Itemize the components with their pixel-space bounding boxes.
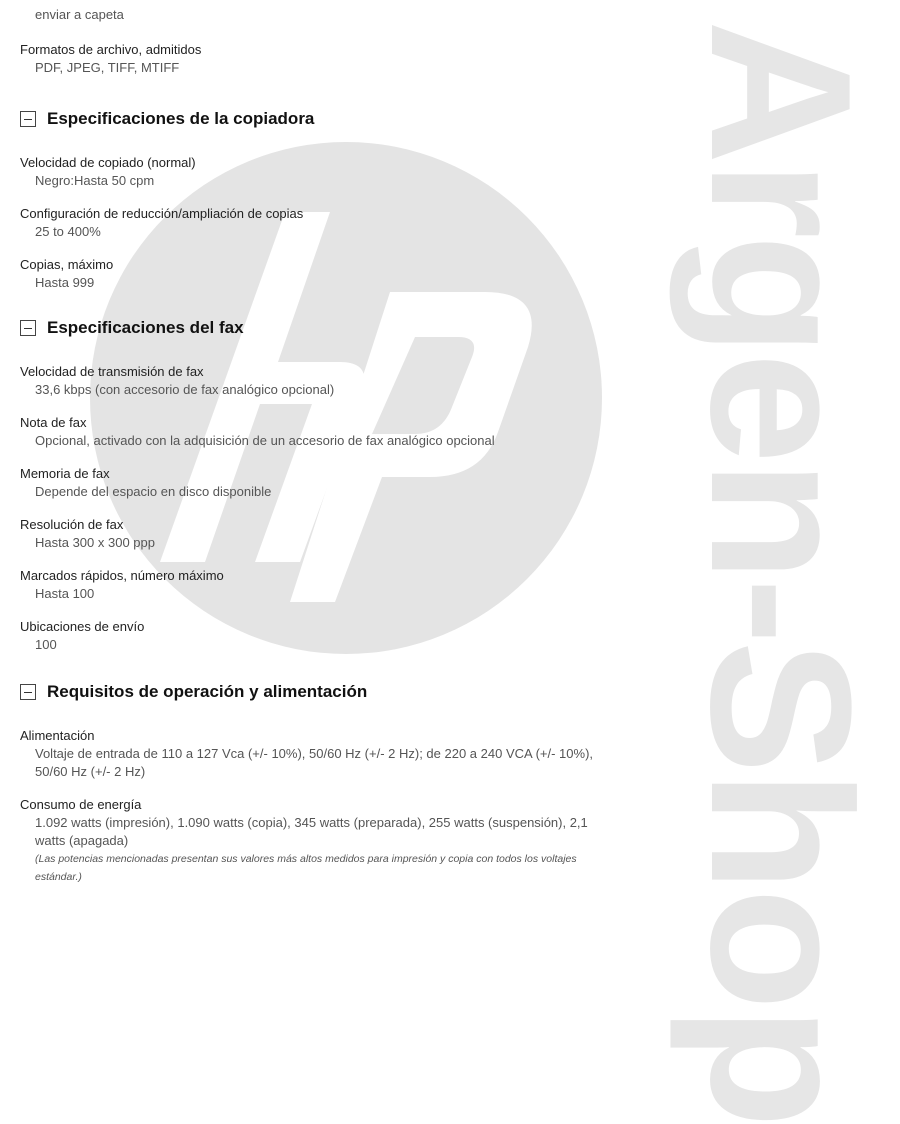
spec-label: Nota de fax (20, 415, 87, 430)
spec-value: Hasta 300 x 300 ppp (35, 535, 155, 550)
spec-item (20, 154, 620, 190)
spec-label: Marcados rápidos, número máximo (20, 568, 224, 583)
spec-value: Depende del espacio en disco disponible (35, 484, 272, 499)
spec-item (20, 256, 620, 292)
spec-item (20, 796, 620, 886)
spec-label: Resolución de fax (20, 517, 124, 532)
spec-item (20, 567, 620, 603)
spec-value: Opcional, activado con la adquisición de un accesorio de fax analógico opcional (35, 433, 495, 448)
spec-value: 1.092 watts (impresión), 1.090 watts (copia), 345 watts (preparada), 255 watts (suspensión), 2,1 watts (apagada) (35, 815, 588, 848)
spec-value: Hasta 999 (35, 275, 95, 290)
spec-note: (Las potencias mencionadas presentan sus valores más altos medidos para impresión y copia con todos los voltajes estándar.) (35, 853, 577, 883)
spec-label: Alimentación (20, 728, 95, 743)
spec-label: Velocidad de transmisión de fax (20, 364, 204, 379)
spec-item (20, 363, 620, 399)
spec-item (20, 618, 620, 654)
spec-value: Hasta 100 (35, 586, 95, 601)
spec-label: Formatos de archivo, admitidos (20, 42, 202, 57)
spec-value: enviar a capeta (35, 7, 124, 22)
spec-label: Memoria de fax (20, 466, 110, 481)
section-header-power[interactable] (20, 682, 367, 702)
spec-value: 33,6 kbps (con accesorio de fax analógico opcional) (35, 382, 335, 397)
spec-label: Copias, máximo (20, 257, 114, 272)
spec-item (20, 205, 620, 241)
spec-item (20, 465, 620, 501)
spec-label: Ubicaciones de envío (20, 619, 145, 634)
section-header-copier[interactable] (20, 109, 314, 129)
watermark-text: Argen-Shop (669, 20, 892, 1124)
spec-value: 100 (35, 637, 57, 652)
collapse-icon[interactable] (20, 320, 36, 336)
spec-label: Velocidad de copiado (normal) (20, 155, 196, 170)
section-title: Requisitos de operación y alimentación (47, 682, 368, 701)
collapse-icon[interactable] (20, 684, 36, 700)
section-title: Especificaciones de la copiadora (47, 109, 315, 128)
section-title: Especificaciones del fax (47, 318, 244, 337)
spec-value: PDF, JPEG, TIFF, MTIFF (35, 60, 180, 75)
section-header-fax[interactable] (20, 318, 244, 338)
spec-value: 25 to 400% (35, 224, 101, 239)
spec-label: Configuración de reducción/ampliación de copias (20, 206, 304, 221)
spec-value: Voltaje de entrada de 110 a 127 Vca (+/- 10%), 50/60 Hz (+/- 2 Hz); de 220 a 240 VCA (+/- 10%), 50/60 Hz (+/- 2 Hz) (35, 746, 594, 779)
spec-item-file-formats (20, 41, 620, 77)
spec-item (20, 414, 620, 450)
spec-label: Consumo de energía (20, 797, 142, 812)
spec-value: Negro:Hasta 50 cpm (35, 173, 155, 188)
spec-item (20, 727, 620, 781)
spec-item (20, 516, 620, 552)
collapse-icon[interactable] (20, 111, 36, 127)
